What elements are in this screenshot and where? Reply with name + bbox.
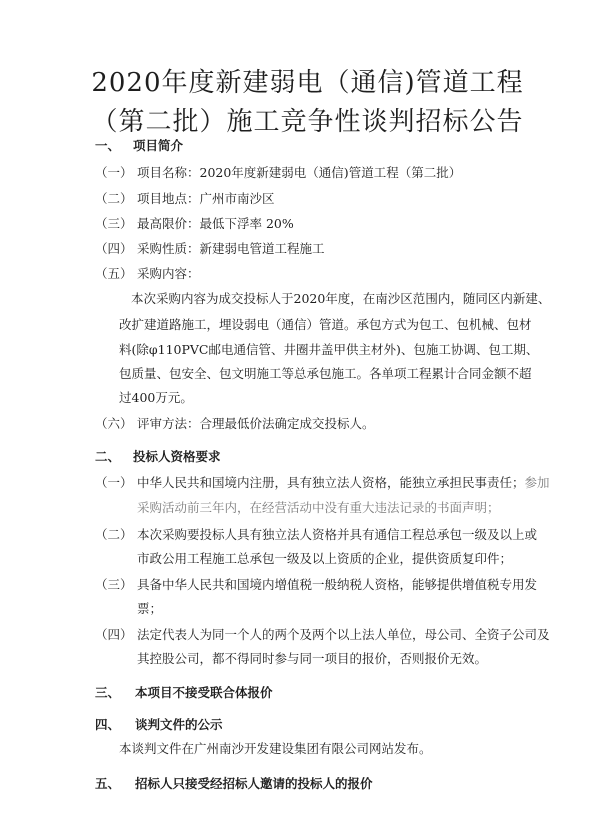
content-line-3: 料(除φ110PVC邮电通信管、井圈井盖甲供主材外)、包施工协调、包工期、: [119, 342, 539, 357]
item-1-2-number: （二）: [95, 191, 133, 206]
item-1-2-text: 项目地点：广州市南沙区: [137, 191, 275, 206]
item-1-5-text: 采购内容：: [137, 266, 200, 281]
section-2-heading: 投标人资格要求: [133, 449, 221, 464]
item-2-1-gray-tail: 参加: [524, 475, 550, 490]
item-2-3-number: （三）: [95, 577, 133, 592]
item-1-5-number: （五）: [95, 266, 133, 281]
item-1-1-text: 项目名称：2020年度新建弱电（通信)管道工程（第二批）: [137, 165, 462, 180]
section-1-number: 一、: [95, 138, 121, 153]
item-2-4-line-2: 其控股公司，都不得同时参与同一项目的报价，否则报价无效。: [137, 651, 488, 666]
content-line-1: 本次采购内容为成交投标人于2020年度，在南沙区范围内，随同区内新建、: [131, 291, 551, 306]
title-line-1: 2020年度新建弱电（通信)管道工程: [91, 68, 524, 98]
item-2-2-number: （二）: [95, 527, 133, 542]
content-line-4: 包质量、包安全、包文明施工等总承包施工。各单项工程累计合同金额不超: [119, 366, 532, 381]
item-2-2-line-2: 市政公用工程施工总承包一级及以上资质的企业，提供资质复印件；: [137, 551, 513, 566]
section-4-number: 四、: [95, 717, 121, 732]
title-line-2: （第二批）施工竞争性谈判招标公告: [91, 107, 524, 137]
item-1-3-number: （三）: [95, 216, 133, 231]
item-2-1-line-1-text: 中华人民共和国境内注册，具有独立法人资格，能独立承担民事责任；: [137, 475, 525, 490]
content-line-5: 过400万元。: [119, 390, 193, 405]
section-5-number: 五、: [95, 776, 121, 791]
item-2-4-line-1: 法定代表人为同一个人的两个及两个以上法人单位，母公司、全资子公司及: [137, 627, 550, 642]
item-2-1-number: （一）: [95, 475, 133, 490]
item-1-6-number: （六）: [95, 416, 133, 431]
item-2-3-line-2: 票；: [137, 601, 163, 616]
section-4-heading: 谈判文件的公示: [135, 717, 223, 732]
item-2-1-line-2: 采购活动前三年内，在经营活动中没有重大违法记录的书面声明；: [137, 500, 500, 515]
item-2-3-line-1: 具备中华人民共和国境内增值税一般纳税人资格，能够提供增值税专用发: [137, 577, 538, 592]
item-1-6-text: 评审方法：合理最低价法确定成交投标人。: [137, 416, 375, 431]
item-2-2-line-1: 本次采购要投标人具有独立法人资格并具有通信工程总承包一级及以上或: [137, 527, 538, 542]
item-1-3-text: 最高限价：最低下浮率 20%: [137, 216, 294, 231]
section-5-heading: 招标人只接受经招标人邀请的投标人的报价: [135, 776, 373, 791]
section-1-heading: 项目简介: [133, 138, 184, 153]
item-1-4-number: （四）: [95, 241, 133, 256]
section-4-text: 本谈判文件在广州南沙开发建设集团有限公司网站发布。: [119, 741, 432, 756]
item-2-1-line-1: [137, 475, 550, 491]
item-1-4-text: 采购性质：新建弱电管道工程施工: [137, 241, 325, 256]
section-3-number: 三、: [95, 685, 121, 700]
item-2-4-number: （四）: [95, 627, 133, 642]
section-2-number: 二、: [95, 449, 121, 464]
item-1-1-number: （一）: [95, 165, 133, 180]
section-3-heading: 本项目不接受联合体报价: [135, 685, 273, 700]
content-line-2: 改扩建道路施工，埋设弱电（通信）管道。承包方式为包工、包机械、包材: [119, 317, 532, 332]
